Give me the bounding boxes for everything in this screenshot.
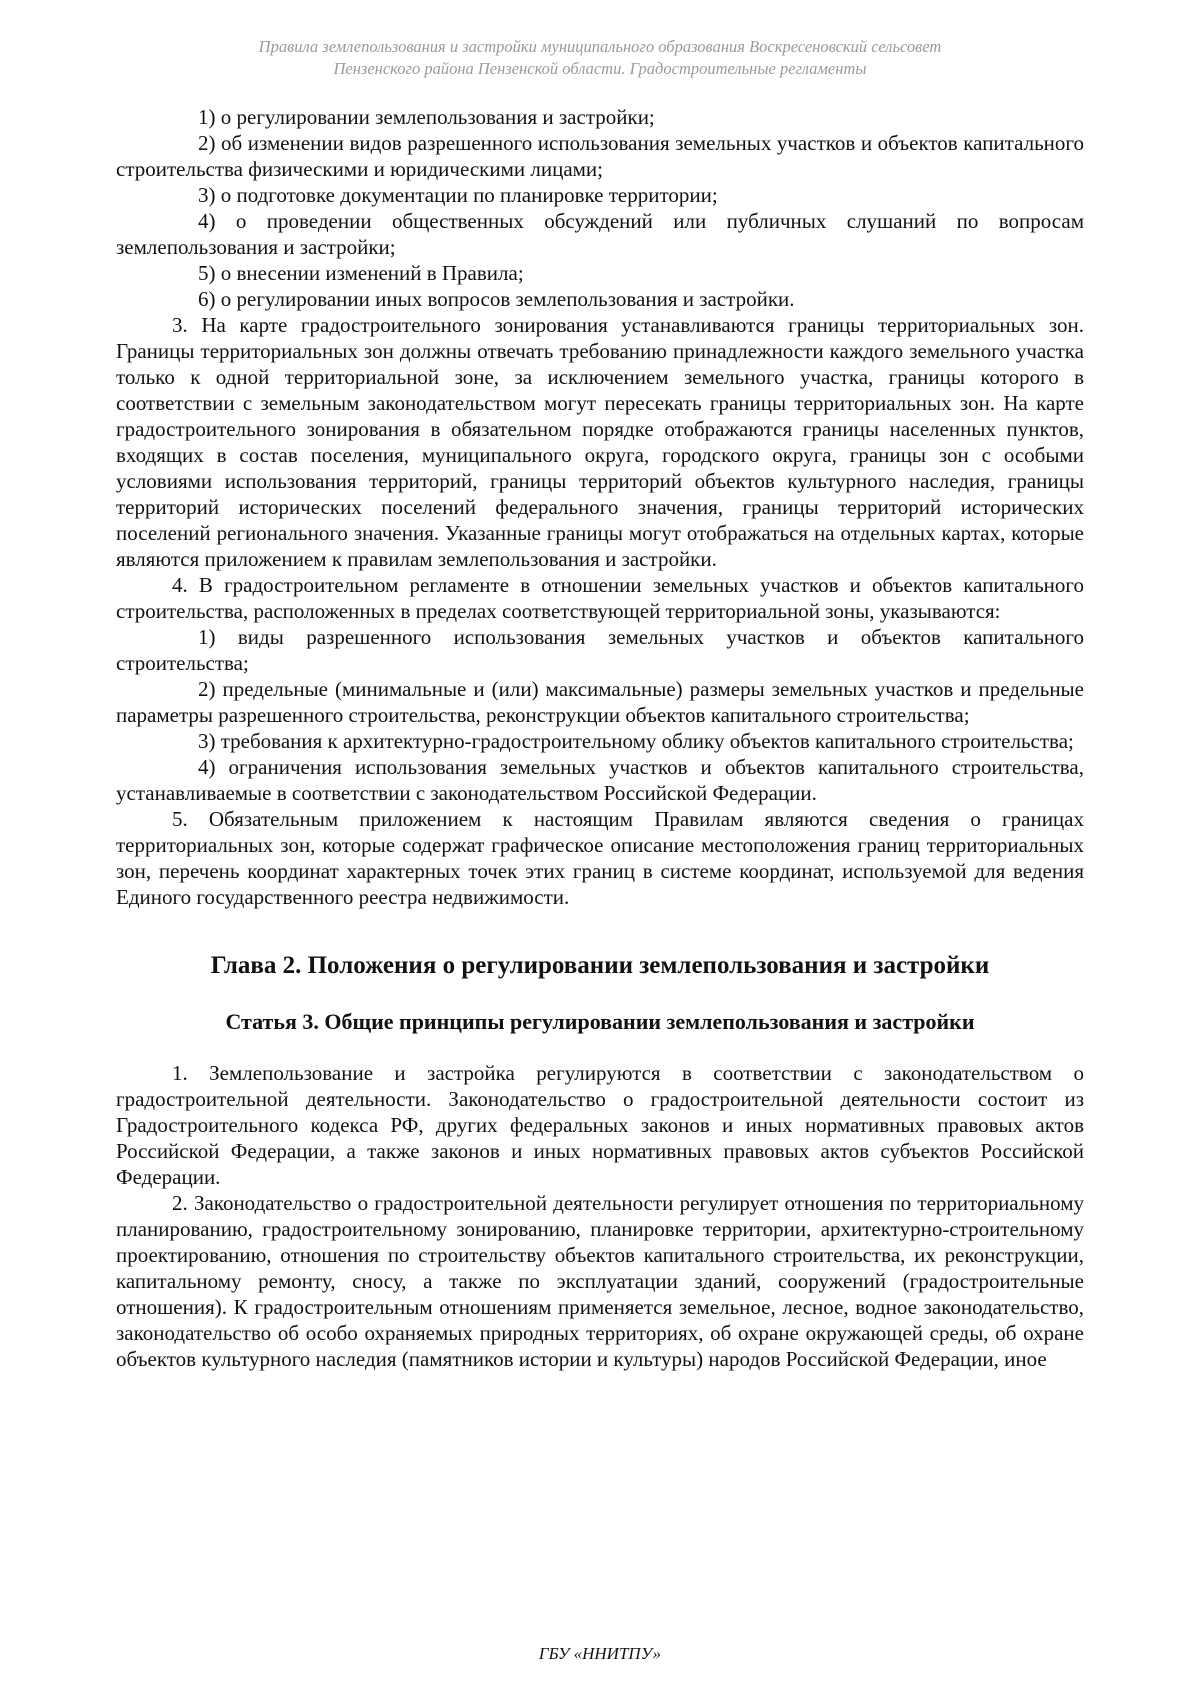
list-item: 1) о регулировании землепользования и застройки;: [198, 105, 655, 129]
list-item: 3) о подготовке документации по планировке территории;: [198, 183, 718, 207]
paragraph: 1. Землепользование и застройка регулируются в соответствии с законодательством о градостроительной деятельности. Законодательство о градостроительной деятельности состоит из Градостроительного кодекса РФ, других федеральных законов и иных нормативных правовых актов Российской Федерации, а также законов и иных нормативных правовых актов субъектов Российской Федерации.: [116, 1061, 1084, 1189]
article-title: Статья 3. Общие принципы регулировании землепользования и застройки: [225, 1009, 975, 1034]
list-item: 4) о проведении общественных обсуждений или публичных слушаний по вопросам землепользования и застройки;: [116, 209, 1084, 259]
paragraph: 5. Обязательным приложением к настоящим Правилам являются сведения о границах территориальных зон, которые содержат графическое описание местоположения границ территориальных зон, перечень координат характерных точек этих границ в системе координат, используемой для ведения Единого государственного реестра недвижимости.: [116, 807, 1084, 909]
list-item: 4) ограничения использования земельных участков и объектов капитального строительства, устанавливаемые в соответствии с законодательством Российской Федерации.: [116, 755, 1084, 805]
list-item: 3) требования к архитектурно-градостроительному облику объектов капитального строительства;: [198, 729, 1074, 753]
paragraph: 4. В градостроительном регламенте в отношении земельных участков и объектов капитального строительства, расположенных в пределах соответствующей территориальной зоны, указываются:: [116, 573, 1084, 623]
running-header-line-2: Пензенского района Пензенской области. Градостроительные регламенты: [333, 59, 867, 78]
list-item: 1) виды разрешенного использования земельных участков и объектов капитального строительства;: [116, 625, 1084, 675]
running-header: [118, 36, 1082, 80]
page-footer: ГБУ «ННИТПУ»: [538, 1644, 662, 1663]
running-header-line-1: Правила землепользования и застройки муниципального образования Воскресеновский сельсовет: [258, 37, 942, 56]
list-item: 2) предельные (минимальные и (или) максимальные) размеры земельных участков и предельные параметры разрешенного строительства, реконструкции объектов капитального строительства;: [116, 677, 1084, 727]
chapter-title: Глава 2. Положения о регулировании землепользования и застройки: [210, 952, 990, 979]
list-item: 5) о внесении изменений в Правила;: [198, 261, 524, 285]
paragraph: 2. Законодательство о градостроительной деятельности регулирует отношения по территориальному планированию, градостроительному зонированию, планировке территории, архитектурно-строительному проектированию, отношения по строительству объектов капитального строительства, их реконструкции, капитальному ремонту, сносу, а также по эксплуатации зданий, сооружений (градостроительные отношения). К градостроительным отношениям применяется земельное, лесное, водное законодательство, законодательство об особо охраняемых природных территориях, об охране окружающей среды, об охране объектов культурного наследия (памятников истории и культуры) народов Российской Федерации, иное: [116, 1191, 1084, 1371]
list-item: 6) о регулировании иных вопросов землепользования и застройки.: [198, 287, 795, 311]
document-body: [116, 104, 1084, 1372]
list-item: 2) об изменении видов разрешенного использования земельных участков и объектов капитального строительства физическими и юридическими лицами;: [116, 131, 1084, 181]
paragraph: 3. На карте градостроительного зонирования устанавливаются границы территориальных зон. Границы территориальных зон должны отвечать требованию принадлежности каждого земельного участка только к одной территориальной зоне, за исключением земельного участка, границы которого в соответствии с земельным законодательством могут пересекать границы территориальных зон. На карте градостроительного зонирования в обязательном порядке отображаются границы населенных пунктов, входящих в состав поселения, муниципального округа, городского округа, границы зон с особыми условиями использования территорий, границы территорий объектов культурного наследия, границы территорий исторических поселений федерального значения, границы территорий исторических поселений регионального значения. Указанные границы могут отображаться на отдельных картах, которые являются приложением к правилам землепользования и застройки.: [116, 313, 1084, 571]
